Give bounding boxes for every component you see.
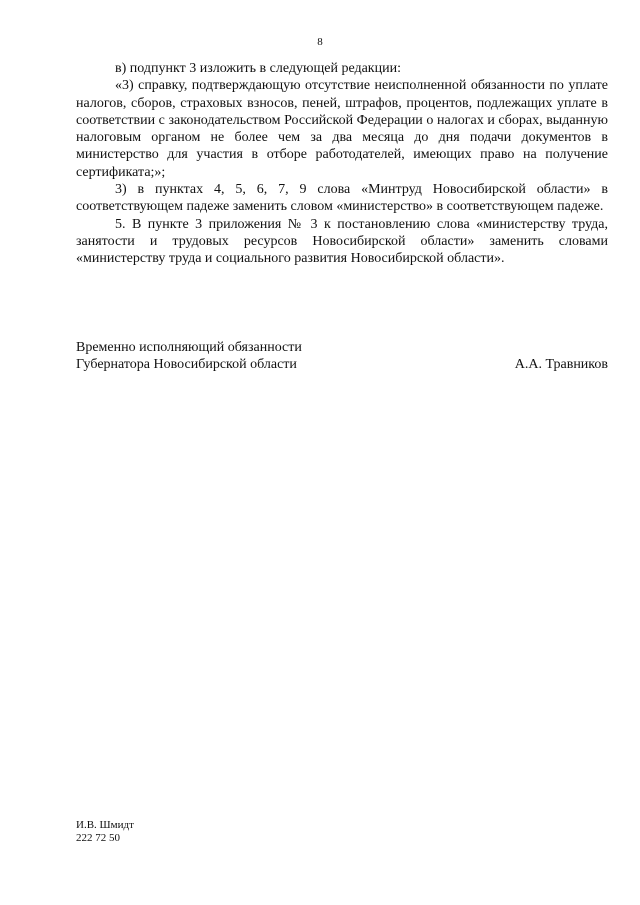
signer-name: А.А. Травников [514, 357, 608, 373]
page-number: 8 [317, 36, 323, 48]
paragraph-quoted-item-3: «3) справку, подтверждающую отсутствие неисполненной обязанности по уплате налогов, сборов, страховых взносов, пеней, штрафов, процентов, подлежащих уплате в соответствии с законодательством Российской Федерации о налогах и сборах, выданную налоговым органом не более чем за два месяца до дня подачи документов в министерство для участия в отборе работодателей, имеющих право на получение сертификата;»; [76, 78, 608, 180]
signer-position-line2: Губернатора Новосибирской области [76, 357, 297, 373]
signer-position-line1: Временно исполняющий обязанности [76, 340, 302, 355]
document-body [76, 60, 608, 268]
signature-line [76, 356, 608, 373]
paragraph-subpoint-v: в) подпункт 3 изложить в следующей редакции: [115, 61, 401, 76]
paragraph-item-3: 3) в пунктах 4, 5, 6, 7, 9 слова «Минтруд Новосибирской области» в соответствующем падеже заменить словом «министерство» в соответствующем падеже. [76, 182, 608, 215]
executor-phone: 222 72 50 [76, 832, 120, 844]
executor-name: И.В. Шмидт [76, 819, 134, 831]
signature-block [76, 339, 608, 374]
paragraph-item-5: 5. В пункте 3 приложения № 3 к постановлению слова «министерству труда, занятости и трудовых ресурсов Новосибирской области» заменить словами «министерству труда и социального развития Новосибирской области». [76, 216, 608, 267]
executor-block [76, 819, 134, 845]
